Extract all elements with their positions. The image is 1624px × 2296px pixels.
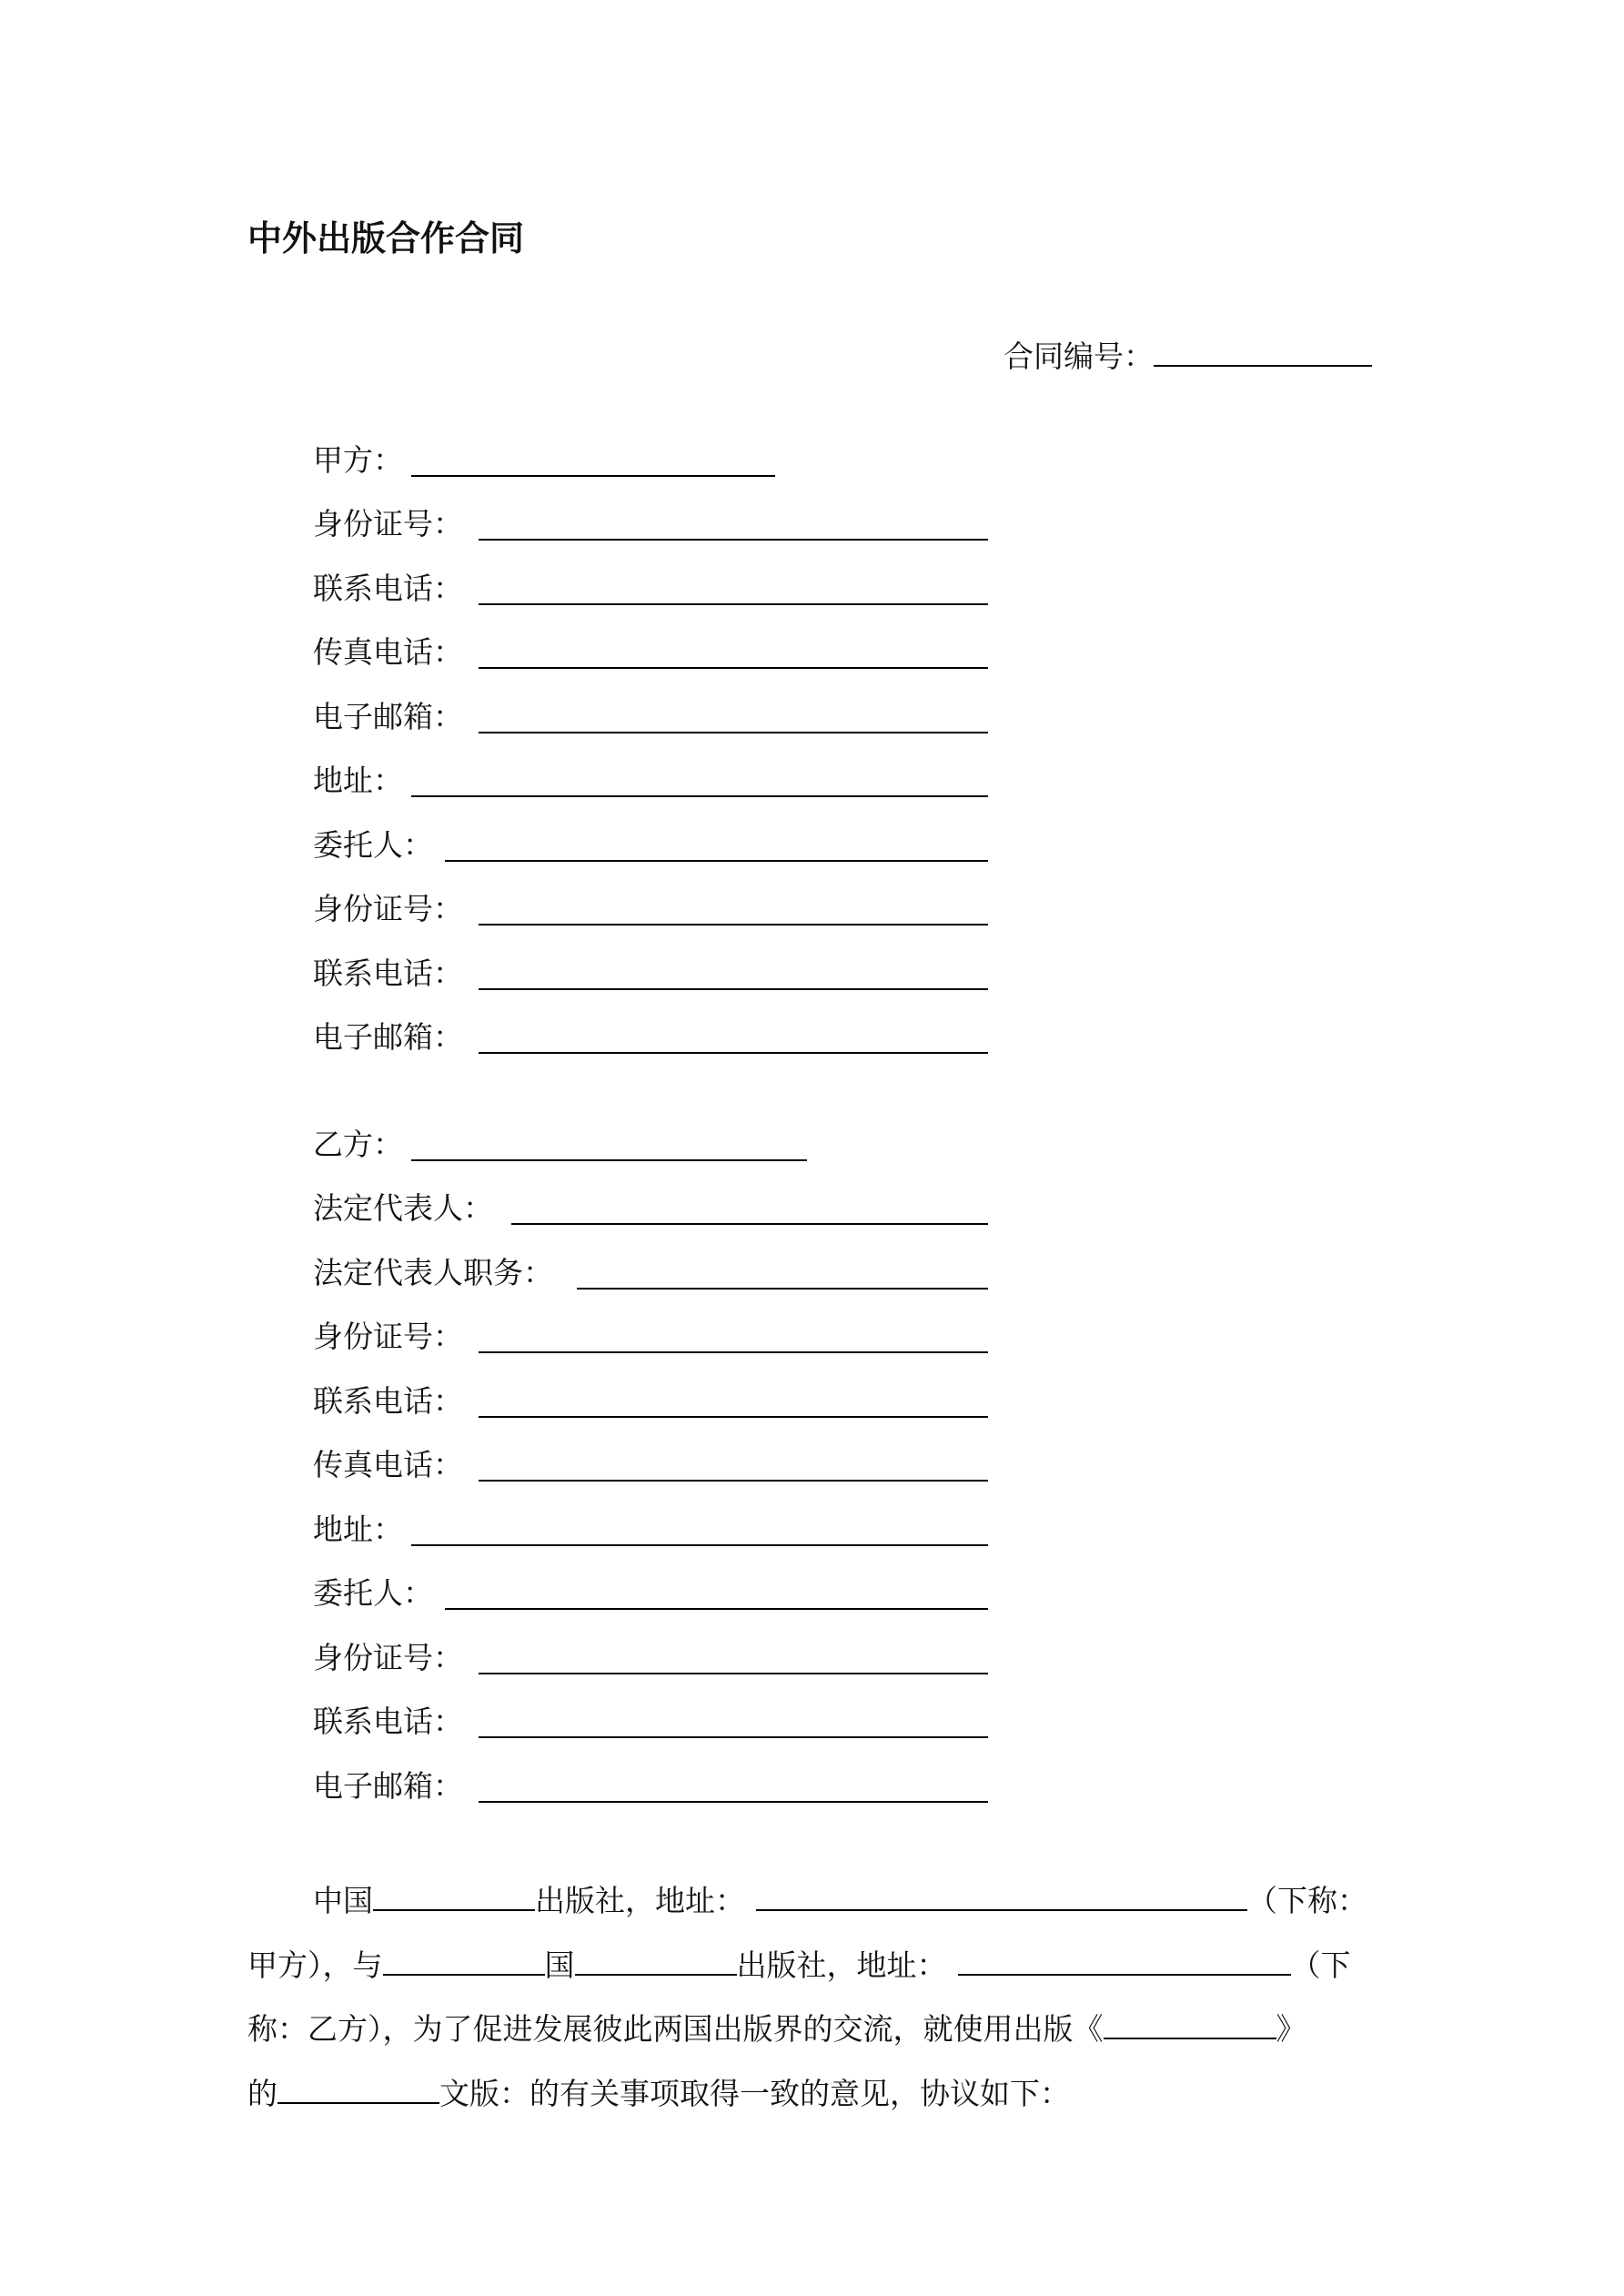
party-b-agent-email-field[interactable]	[479, 1801, 988, 1803]
field-label: 甲方：	[313, 442, 403, 478]
field-label: 传真电话：	[313, 634, 463, 670]
party-a-fax-field[interactable]	[479, 667, 988, 669]
party-b-agent-id-row	[313, 1631, 463, 1685]
field-label: 法定代表人职务：	[313, 1255, 553, 1290]
field-label: 传真电话：	[313, 1447, 463, 1482]
intro-text: （下称：	[1247, 1883, 1367, 1918]
party-a-email-field[interactable]	[479, 732, 988, 733]
party-b-phone-row	[313, 1374, 463, 1429]
intro-text: 》	[1276, 2011, 1306, 2047]
party-b-agent-row	[313, 1566, 433, 1621]
intro-line-1	[313, 1868, 1367, 1933]
party-b-rep-title-field[interactable]	[577, 1288, 988, 1290]
chinese-publisher-field[interactable]	[373, 1873, 535, 1911]
party-b-agent-phone-field[interactable]	[479, 1736, 988, 1738]
intro-text: 中国	[313, 1883, 373, 1918]
party-a-agent-email-row	[313, 1010, 463, 1065]
party-b-phone-field[interactable]	[479, 1416, 988, 1418]
field-label: 身份证号：	[313, 1319, 463, 1354]
intro-text: 国	[544, 1947, 575, 1983]
party-b-address-field[interactable]	[411, 1544, 988, 1546]
party-a-phone-row	[313, 561, 463, 616]
party-b-agent-id-field[interactable]	[479, 1673, 988, 1674]
party-a-address-field[interactable]	[411, 795, 988, 797]
field-label: 联系电话：	[313, 1704, 463, 1739]
party-b-id-field[interactable]	[479, 1351, 988, 1353]
party-b-name-field[interactable]	[411, 1159, 807, 1161]
field-label: 联系电话：	[313, 571, 463, 606]
party-b-rep-title-row	[313, 1246, 553, 1300]
book-title-field[interactable]	[1104, 2001, 1276, 2039]
party-b-agent-field[interactable]	[445, 1608, 988, 1610]
party-b-fax-row	[313, 1438, 463, 1492]
party-a-id-row	[313, 497, 463, 551]
party-a-agent-phone-row	[313, 946, 463, 1001]
intro-line-2	[247, 1933, 1351, 1998]
field-label: 委托人：	[313, 1575, 433, 1611]
party-a-agent-id-field[interactable]	[479, 924, 988, 925]
field-label: 电子邮箱：	[313, 699, 463, 734]
party-a-name-field[interactable]	[411, 475, 775, 477]
contract-number-label: 合同编号：	[1004, 339, 1154, 374]
field-label: 身份证号：	[313, 1640, 463, 1675]
party-b-address-inline-field[interactable]	[958, 1937, 1291, 1976]
party-a-agent-phone-field[interactable]	[479, 988, 988, 990]
party-a-phone-field[interactable]	[479, 603, 988, 605]
field-label: 联系电话：	[313, 1383, 463, 1419]
party-b-rep-field[interactable]	[511, 1223, 988, 1225]
party-a-agent-id-row	[313, 882, 463, 936]
party-a-name-row	[313, 433, 403, 488]
party-b-name-row	[313, 1118, 403, 1172]
field-label: 电子邮箱：	[313, 1019, 463, 1055]
party-a-email-row	[313, 690, 463, 744]
language-field[interactable]	[277, 2066, 439, 2104]
field-label: 电子邮箱：	[313, 1768, 463, 1804]
party-a-id-field[interactable]	[479, 539, 988, 541]
intro-text: （下	[1290, 1947, 1351, 1983]
party-a-agent-email-field[interactable]	[479, 1052, 988, 1054]
field-label: 法定代表人：	[313, 1190, 493, 1226]
contract-number	[1004, 329, 1372, 384]
intro-text: 出版社，地址：	[736, 1947, 947, 1983]
party-a-agent-field[interactable]	[445, 860, 988, 862]
party-b-id-row	[313, 1310, 463, 1364]
intro-line-3	[247, 1997, 1306, 2061]
party-a-address-inline-field[interactable]	[756, 1873, 1247, 1911]
intro-text: 出版社，地址：	[535, 1883, 745, 1918]
field-label: 身份证号：	[313, 506, 463, 541]
intro-line-4	[247, 2061, 1070, 2126]
party-a-address-row	[313, 754, 403, 808]
field-label: 地址：	[313, 1512, 403, 1547]
party-b-fax-field[interactable]	[479, 1480, 988, 1482]
party-b-agent-phone-row	[313, 1694, 463, 1749]
contract-number-field[interactable]	[1154, 338, 1372, 367]
field-label: 委托人：	[313, 827, 433, 863]
party-b-agent-email-row	[313, 1759, 463, 1814]
foreign-country-field[interactable]	[383, 1937, 545, 1976]
field-label: 乙方：	[313, 1127, 403, 1162]
party-b-rep-row	[313, 1181, 493, 1236]
intro-text: 文版：的有关事项取得一致的意见，协议如下：	[439, 2076, 1070, 2111]
party-a-agent-row	[313, 818, 433, 873]
document-title: 中外出版合作合同	[247, 217, 525, 258]
party-b-address-row	[313, 1502, 403, 1557]
field-label: 联系电话：	[313, 956, 463, 991]
intro-text: 的	[247, 2076, 277, 2111]
intro-text: 甲方），与	[247, 1947, 383, 1983]
field-label: 地址：	[313, 763, 403, 798]
party-a-fax-row	[313, 625, 463, 680]
foreign-publisher-field[interactable]	[575, 1937, 737, 1976]
field-label: 身份证号：	[313, 891, 463, 926]
intro-text: 称：乙方），为了促进发展彼此两国出版界的交流，就使用出版《	[247, 2011, 1104, 2047]
